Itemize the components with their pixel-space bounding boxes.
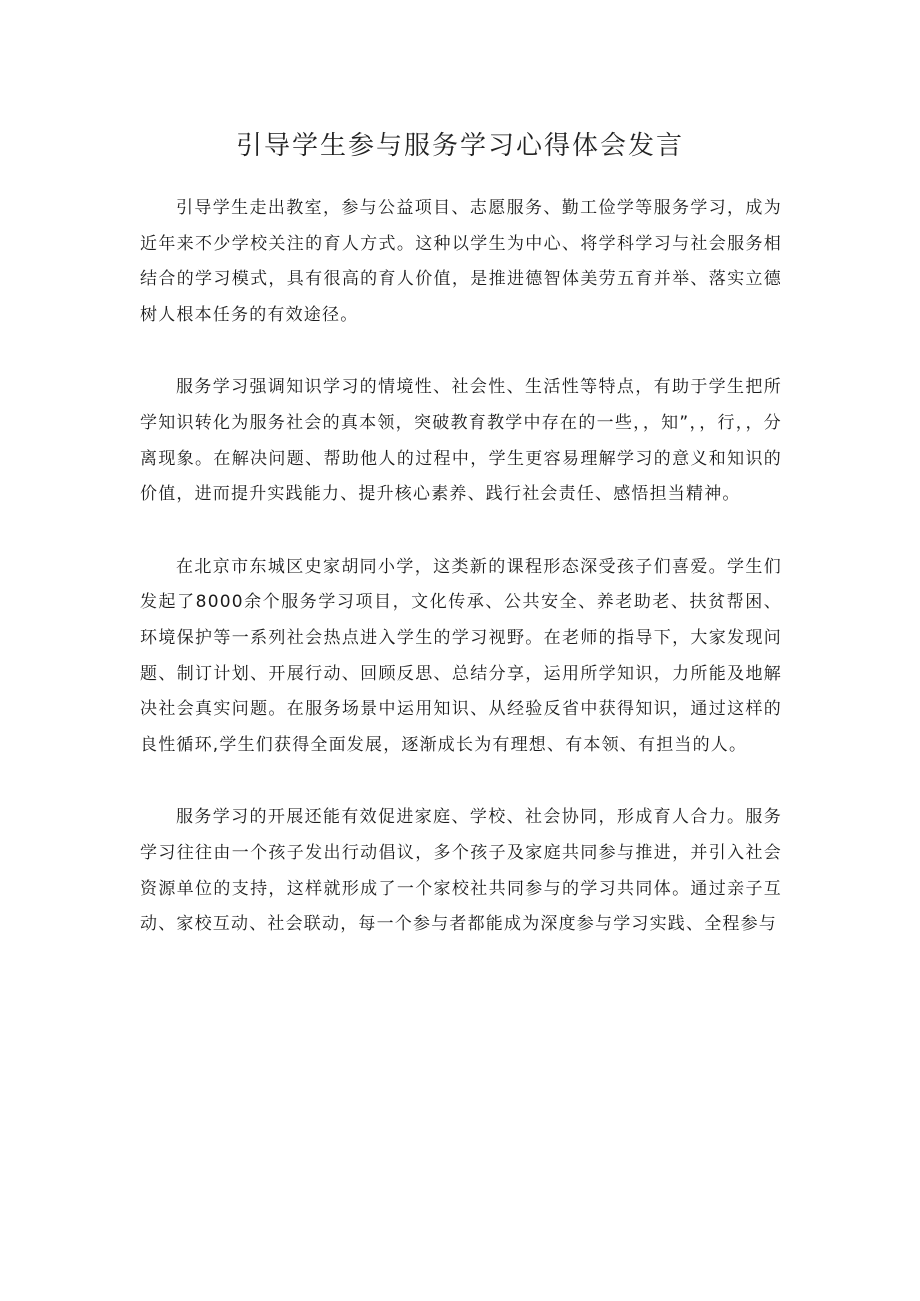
paragraph-3: 在北京市东城区史家胡同小学，这类新的课程形态深受孩子们喜爱。学生们发起了8000余个服务学习项目，文化传承、公共安全、养老助老、扶贫帮困、环境保护等一系列社会热点进入学生的学习视野。在老师的指导下，大家发现问题、制订计划、开展行动、回顾反思、总结分享，运用所学知识，力所能及地解决社会真实问题。在服务场景中运用知识、从经验反省中获得知识，通过这样的良性循环,学生们获得全面发展，逐渐成长为有理想、有本领、有担当的人。 <box>140 556 782 755</box>
paragraph-1: 引导学生走出教室，参与公益项目、志愿服务、勤工俭学等服务学习，成为近年来不少学校关注的育人方式。这种以学生为中心、将学科学习与社会服务相结合的学习模式，具有很高的育人价值，是推进德智体美劳五育并举、落实立德树人根本任务的有效途径。 <box>140 198 782 325</box>
document-title: 引导学生参与服务学习心得体会发言 <box>235 131 684 161</box>
paragraph-2: 服务学习强调知识学习的情境性、社会性、生活性等特点，有助于学生把所学知识转化为服务社会的真本领，突破教育教学中存在的一些，，知”，，行，，分离现象。在解决问题、帮助他人的过程中，学生更容易理解学习的意义和知识的价值，进而提升实践能力、提升核心素养、践行社会责任、感悟担当精神。 <box>140 377 782 505</box>
document-body <box>140 191 782 980</box>
paragraph-4: 服务学习的开展还能有效促进家庭、学校、社会协同，形成育人合力。服务学习往往由一个孩子发出行动倡议，多个孩子及家庭共同参与推进，并引入社会资源单位的支持，这样就形成了一个家校社共同参与的学习共同体。通过亲子互动、家校互动、社会联动，每一个参与者都能成为深度参与学习实践、全程参与 <box>140 807 782 935</box>
